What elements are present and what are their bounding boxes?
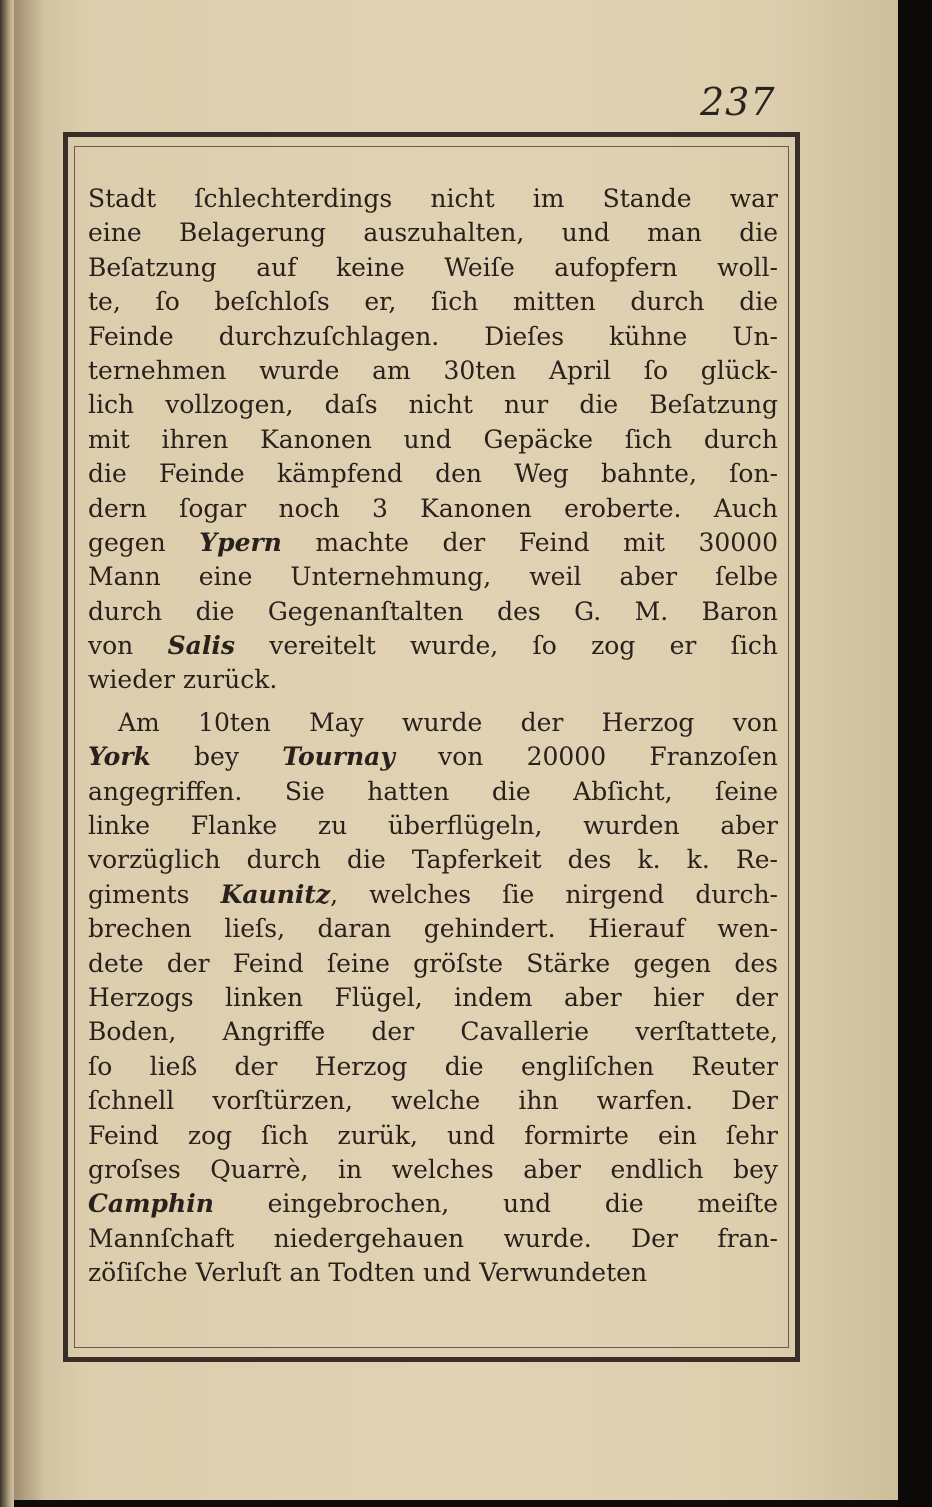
text-line — [88, 251, 778, 285]
text-run: giments — [88, 879, 221, 909]
text-line — [88, 526, 778, 560]
text-line — [88, 1015, 778, 1049]
text-run: bey — [150, 742, 283, 772]
text-line — [88, 457, 778, 491]
text-run: vorzüglich durch die Tapferkeit des k. k. Re- — [88, 845, 778, 875]
text-run: mit ihren Kanonen und Gepäcke ſich durch — [88, 424, 778, 454]
text-run: Stadt ſchlechterdings nicht im Stande war — [88, 184, 778, 213]
text-line — [88, 1153, 778, 1187]
text-run: brechen lieſs, daran gehindert. Hierauf wen- — [88, 914, 778, 944]
text-run: Am 10ten May wurde der Herzog von — [118, 707, 778, 737]
text-run: von — [88, 631, 168, 661]
text-line — [88, 1084, 778, 1118]
text-line — [88, 843, 778, 877]
text-run: von 20000 Franzoſen — [394, 742, 778, 772]
facing-page-edge — [0, 0, 14, 1507]
text-line — [88, 1050, 778, 1084]
body-text — [88, 182, 778, 1291]
text-run: zöſiſche Verluſt an Todten und Verwundeten — [88, 1258, 648, 1288]
text-line — [88, 595, 778, 629]
text-run: groſses Quarrè, in welches aber endlich bey — [88, 1154, 778, 1184]
place-name: Camphin — [88, 1189, 214, 1219]
text-run: vereitelt wurde, ſo zog er ſich — [234, 631, 778, 661]
text-line — [88, 947, 778, 981]
text-run: lich vollzogen, daſs nicht nur die Beſatzung — [88, 390, 778, 420]
text-line — [88, 320, 778, 354]
text-line — [88, 492, 778, 526]
text-line — [88, 216, 778, 250]
text-run: , welches ſie nirgend durch- — [330, 879, 778, 909]
text-run: machte der Feind mit 30000 — [281, 527, 778, 557]
text-run: Boden, Angriffe der Cavallerie verſtattete, — [88, 1017, 778, 1047]
text-run: wieder zurück. — [88, 665, 278, 695]
text-line — [88, 182, 778, 216]
place-name: Salis — [167, 631, 235, 661]
place-name: Kaunitz — [220, 879, 331, 909]
text-line — [88, 1222, 778, 1256]
text-run: angegriffen. Sie hatten die Abſicht, ſeine — [88, 776, 778, 806]
text-run: te, ſo beſchloſs er, ſich mitten durch die — [88, 287, 778, 317]
paragraph — [88, 706, 778, 1291]
text-run: eingebrochen, und die meiſte — [213, 1189, 778, 1219]
text-line — [88, 560, 778, 594]
text-run: linke Flanke zu überflügeln, wurden aber — [88, 811, 778, 841]
text-run: dete der Feind ſeine gröſste Stärke gegen des — [88, 948, 778, 978]
text-run: ſo ließ der Herzog die engliſchen Reuter — [88, 1051, 778, 1081]
text-run: Herzogs linken Flügel, indem aber hier der — [88, 982, 778, 1012]
text-line — [88, 740, 778, 774]
text-line — [88, 878, 778, 912]
text-line — [88, 388, 778, 422]
text-run: dern ſogar noch 3 Kanonen eroberte. Auch — [88, 493, 778, 523]
text-run: Beſatzung auf keine Weiſe aufopfern woll- — [88, 252, 778, 282]
text-line — [88, 629, 778, 663]
page-number: 237 — [700, 80, 776, 124]
text-run: durch die Gegenanſtalten des G. M. Baron — [88, 596, 778, 626]
text-run: die Feinde kämpfend den Weg bahnte, ſon- — [88, 459, 778, 489]
text-run: eine Belagerung auszuhalten, und man die — [88, 218, 778, 248]
paragraph-gap — [88, 698, 778, 706]
place-name: York — [88, 742, 151, 772]
text-run: gegen — [88, 527, 200, 557]
text-line — [88, 775, 778, 809]
text-run: ſchnell vorſtürzen, welche ihn warfen. Der — [88, 1086, 778, 1116]
text-line — [88, 1187, 778, 1221]
place-name: Tournay — [282, 742, 395, 772]
text-run: Mannſchaft niedergehauen wurde. Der fran- — [88, 1223, 778, 1253]
text-line — [88, 706, 778, 740]
text-run: ternehmen wurde am 30ten April ſo glück- — [88, 355, 778, 385]
gutter-shadow — [14, 0, 44, 1500]
text-line — [88, 663, 778, 697]
text-line — [88, 1119, 778, 1153]
text-run: Mann eine Unternehmung, weil aber ſelbe — [88, 562, 778, 592]
text-line — [88, 981, 778, 1015]
text-line — [88, 354, 778, 388]
text-line — [88, 285, 778, 319]
text-run: Feinde durchzuſchlagen. Dieſes kühne Un- — [88, 321, 778, 351]
scan-background — [898, 0, 932, 1507]
text-run: Feind zog ſich zurük, und formirte ein ſehr — [88, 1120, 778, 1150]
text-line — [88, 423, 778, 457]
text-line — [88, 809, 778, 843]
paragraph — [88, 182, 778, 698]
text-line — [88, 1256, 778, 1290]
place-name: Ypern — [199, 527, 282, 557]
text-line — [88, 912, 778, 946]
